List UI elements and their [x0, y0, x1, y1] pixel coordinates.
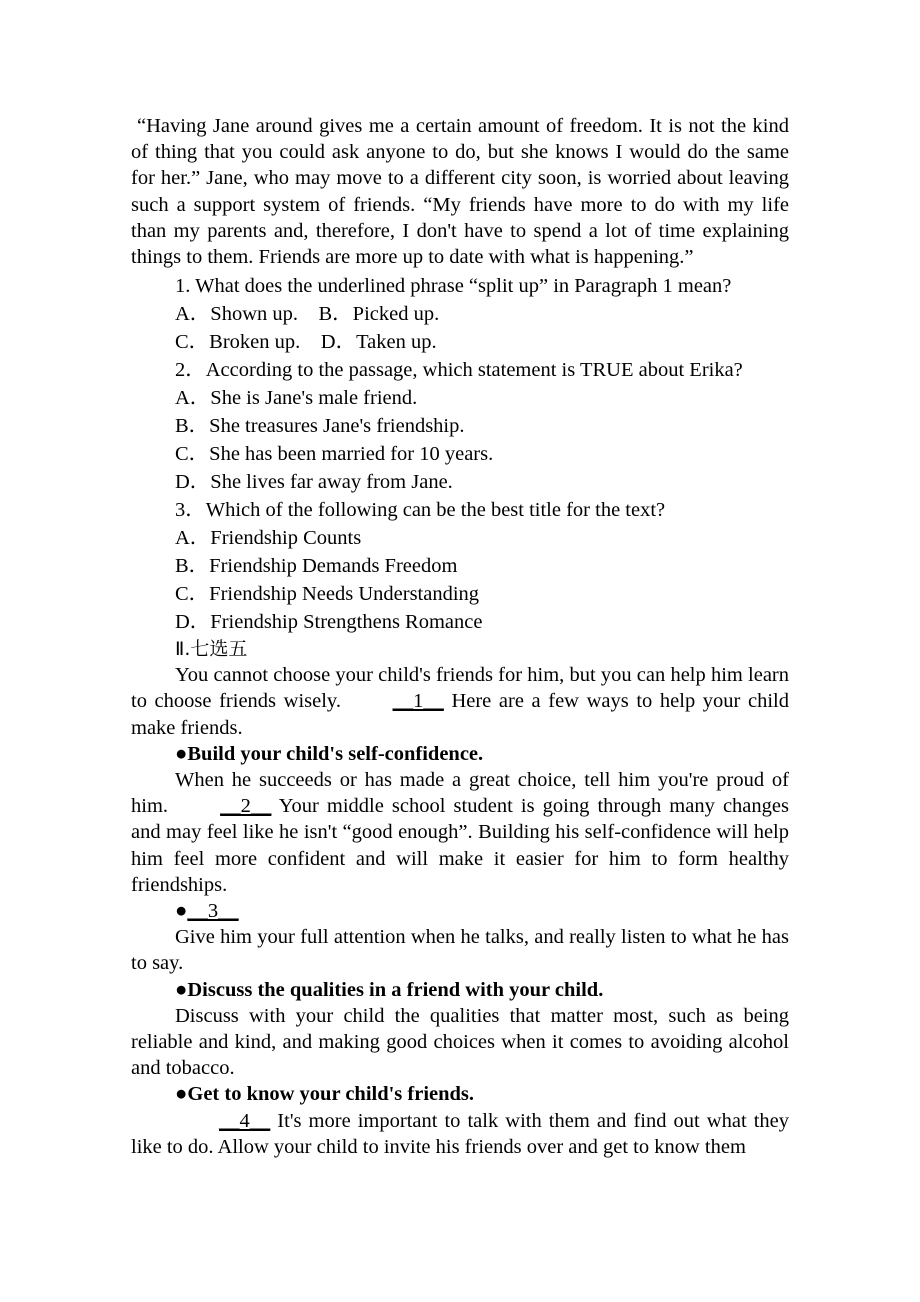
option-line: D．Friendship Strengthens Romance — [175, 611, 483, 634]
option-line: B．She treasures Jane's friendship. — [175, 415, 465, 438]
heading-blank-3 — [131, 898, 789, 924]
question-1 — [131, 272, 789, 356]
qualities-paragraph: Discuss with your child the qualities that matter most, such as being reliable and kind, and making good choices when it comes to avoiding alcohol and tobacco. — [131, 1004, 789, 1080]
question-3 — [131, 496, 789, 636]
blank-1: __1__ — [392, 690, 444, 713]
option-line: C．She has been married for 10 years. — [175, 443, 494, 466]
blank-4: __4__ — [219, 1109, 271, 1132]
intro-paragraph — [131, 662, 789, 741]
option-line: D．She lives far away from Jane. — [175, 471, 453, 494]
option-line: C．Broken up. D．Taken up. — [175, 331, 437, 354]
p4-text-after: It's more important to talk with them and find out what they like to do. Allow your child to invite his friends over and get to know them — [131, 1109, 789, 1158]
question-stem: 2．According to the passage, which statement is TRUE about Erika? — [175, 359, 743, 382]
question-stem: 3．Which of the following can be the best title for the text? — [175, 499, 666, 522]
question-stem: 1. What does the underlined phrase “split up” in Paragraph 1 mean? — [175, 275, 732, 298]
p1-text-after: Your middle school student is going through many changes and may feel like he isn't “good enough”. Building his self-confidence will help him feel more confident and will make it easier for him to form healthy friendships. — [131, 795, 789, 896]
bullet: ● — [175, 900, 188, 923]
passage-ending-paragraph: “Having Jane around gives me a certain amount of freedom. It is not the kind of thing that you could ask anyone to do, but she knows I would do the same for her.” Jane, who may move to a different city soon, is worried about leaving such a support system of friends. “My friends have more to do with my life than my parents and, therefore, I don't have to spend a lot of time explaining things to them. Friends are more up to date with what is happening.” — [131, 115, 789, 269]
option-line: C．Friendship Needs Understanding — [175, 583, 480, 606]
option-line: A．Shown up. B．Picked up. — [175, 303, 440, 326]
blank-2: __2__ — [220, 795, 272, 818]
heading-discuss-qualities: ●Discuss the qualities in a friend with your child. — [175, 978, 604, 1001]
section-title: Ⅱ.七选五 — [175, 638, 248, 661]
option-line: A．She is Jane's male friend. — [175, 387, 418, 410]
blank-3: __3__ — [187, 900, 239, 923]
p1-text-before: When he succeeds or has made a great choice, tell him you're proud of him. — [131, 769, 789, 818]
heading-self-confidence: ●Build your child's self-confidence. — [175, 742, 484, 765]
heading-know-friends: ●Get to know your child's friends. — [175, 1083, 475, 1106]
document-page — [131, 113, 789, 1160]
intro-text-after: Here are a few ways to help your child make friends. — [131, 690, 789, 739]
option-line: B．Friendship Demands Freedom — [175, 555, 458, 578]
option-line: A．Friendship Counts — [175, 527, 362, 550]
question-2 — [131, 356, 789, 496]
self-confidence-paragraph — [131, 767, 789, 898]
know-friends-paragraph — [131, 1108, 789, 1160]
listen-paragraph: Give him your full attention when he talks, and really listen to what he has to say. — [131, 926, 789, 975]
intro-text-before: You cannot choose your child's friends for him, but you can help him learn to choose friends wisely. — [131, 664, 789, 713]
